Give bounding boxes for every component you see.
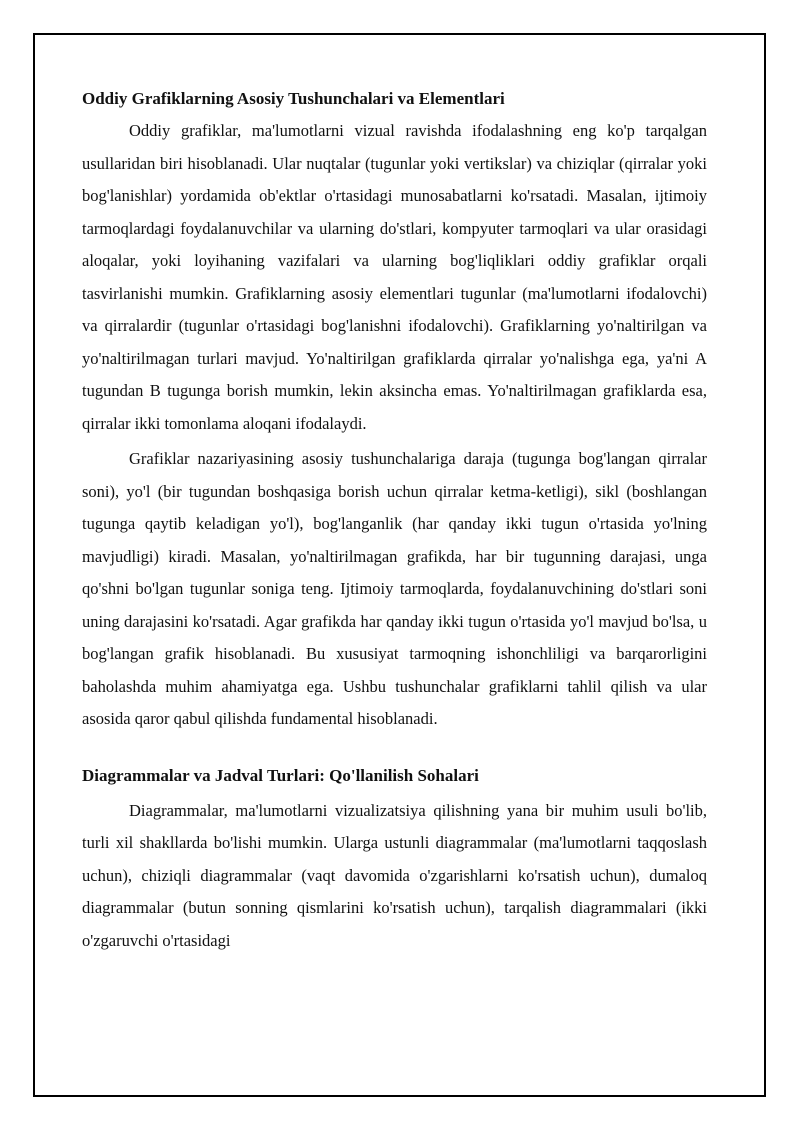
paragraph-diagrams-intro: Diagrammalar, ma'lumotlarni vizualizatsiya qilishning yana bir muhim usuli bo'lib, turli xil shakllarda bo'lishi mumkin. Ularga ustunli diagrammalar (ma'lumotlarni taqqoslash uchun), chiziqli diagrammalar (vaqt davomida o'zgarishlarni ko'rsatish uchun), dumaloq diagrammalar (butun sonning qismlarini ko'rsatish uchun), tarqalish diagrammalari (ikki o'zgaruvchi o'rtasidagi (82, 800, 707, 950)
paragraph-graph-intro: Oddiy grafiklar, ma'lumotlarni vizual ravishda ifodalashning eng ko'p tarqalgan usullaridan biri hisoblanadi. Ular nuqtalar (tugunlar yoki vertikslar) va chiziqlar (qirralar yoki bog'lanishlar) yordamida ob'ektlar o'rtasidagi munosabatlarni ko'rsatadi. Masalan, ijtimoiy tarmoqlardagi foydalanuvchilar va ularning do'stlari, kompyuter tarmoqlari va ular orasidagi aloqalar, yoki loyihaning vazifalari va ularning bog'liqliklari oddiy grafiklar orqali tasvirlanishi mumkin. Grafiklarning asosiy elementlari tugunlar (ma'lumotlarni ifodalovchi) va qirralardir (tugunlar o'rtasidagi bog'lanishni ifodalovchi). Grafiklarning yo'naltirilgan va yo'naltirilmagan turlari mavjud. Yo'naltirilgan grafiklarda qirralar yo'nalishga ega, ya'ni A tugundan B tugunga borish mumkin, lekin aksincha emas. Yo'naltirilmagan grafiklarda esa, qirralar ikki tomonlama aloqani ifodalaydi. (82, 121, 707, 433)
paragraph-graph-concepts: Grafiklar nazariyasining asosiy tushunchalariga daraja (tugunga bog'langan qirralar soni), yo'l (bir tugundan boshqasiga borish uchun qirralar ketma-ketligi), sikl (boshlangan tugunga qaytib keladigan yo'l), bog'langanlik (har qanday ikki tugun o'rtasida yo'lning mavjudligi) kiradi. Masalan, yo'naltirilmagan grafikda, har bir tugunning darajasi, unga qo'shni bo'lgan tugunlar soniga teng. Ijtimoiy tarmoqlarda, foydalanuvchining do'stlari soni uning darajasini ko'rsatadi. Agar grafikda har qanday ikki tugun o'rtasida yo'l mavjud bo'lsa, u bog'langan grafik hisoblanadi. Bu xususiyat tarmoqning ishonchliligi va barqarorligini baholashda muhim ahamiyatga ega. Ushbu tushunchalar grafiklarni tahlil qilish va ular asosida qaror qabul qilishda fundamental hisoblanadi. (82, 449, 707, 728)
document-body (82, 83, 707, 957)
section-heading-diagrams: Diagrammalar va Jadval Turlari: Qo'llanilish Sohalari (82, 765, 479, 785)
section-heading-graph-basics: Oddiy Grafiklarning Asosiy Tushunchalari va Elementlari (82, 89, 505, 108)
